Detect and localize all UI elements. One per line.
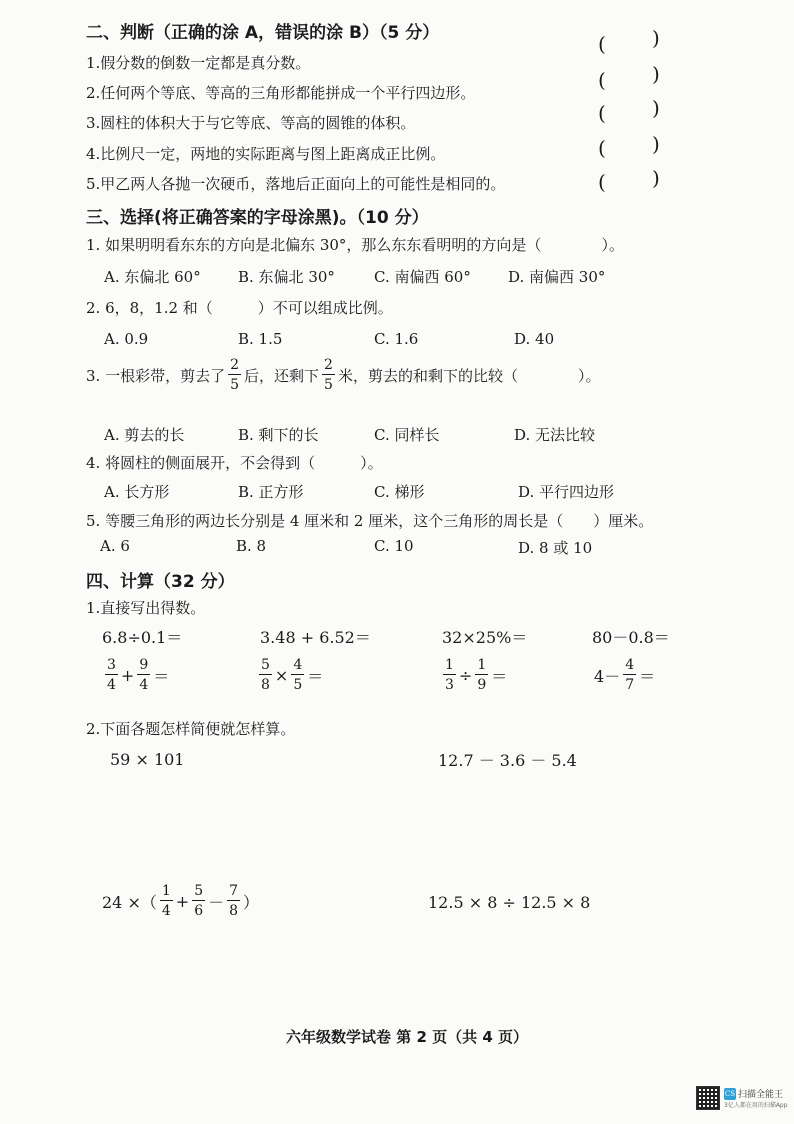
fraction-denominator: 7 [625, 677, 635, 693]
fraction-denominator: 8 [261, 677, 270, 693]
simplify-1: 59 × 101 [110, 750, 185, 769]
simplify-2: 12.7 － 3.6 － 5.4 [438, 751, 577, 770]
q5-option-b: B. 8 [236, 537, 267, 555]
fraction [259, 658, 272, 692]
expr-prefix: 4－ [594, 666, 621, 686]
answer-paren-open: ( [598, 136, 606, 160]
judge-item-3: 3.圆柱的体积大于与它等底、等高的圆锥的体积。 [86, 114, 416, 132]
q1-option-c: C. 南偏西 60° [374, 268, 471, 286]
calc-6 [256, 658, 323, 692]
calc-2: 3.48 + 6.52＝ [260, 628, 371, 647]
fraction [291, 658, 304, 692]
fraction-numerator: 5 [261, 657, 270, 673]
fraction-denominator: 5 [230, 377, 240, 393]
simplify-4: 12.5 × 8 ÷ 12.5 × 8 [428, 893, 591, 912]
calc-5 [102, 658, 169, 692]
calc-1: 6.8÷0.1＝ [102, 628, 183, 647]
simplify-3 [102, 884, 259, 918]
answer-paren-open: ( [598, 101, 606, 125]
section4-title: 四、计算（32 分） [86, 572, 235, 592]
q3-text-mid: 后，还剩下 [244, 366, 320, 385]
calc-7 [440, 658, 507, 692]
fraction-numerator: 7 [229, 883, 239, 899]
q3-fraction-2 [322, 358, 335, 392]
answer-paren-close: ) [652, 62, 660, 86]
fraction-denominator: 8 [229, 903, 239, 919]
choice-q2: 2. 6，8，1.2 和（ ）不可以组成比例。 [86, 299, 393, 317]
operator: － [208, 892, 225, 912]
judge-item-1: 1.假分数的倒数一定都是真分数。 [86, 54, 311, 72]
fraction-numerator: 4 [625, 657, 635, 673]
qr-code-icon [696, 1086, 720, 1110]
calc-4: 80－0.8＝ [592, 628, 670, 647]
operator: × [274, 665, 289, 685]
fraction-denominator: 4 [161, 903, 171, 919]
q4-option-c: C. 梯形 [374, 483, 425, 501]
q1-option-a: A. 东偏北 60° [104, 268, 201, 286]
fraction-numerator: 5 [194, 883, 204, 899]
q3-option-d: D. 无法比较 [514, 426, 596, 444]
section4-sub2: 2.下面各题怎样简便就怎样算。 [86, 720, 296, 738]
fraction-numerator: 2 [324, 357, 333, 373]
q2-option-a: A. 0.9 [104, 330, 149, 348]
fraction [475, 658, 488, 692]
choice-q5: 5. 等腰三角形的两边长分别是 4 厘米和 2 厘米，这个三角形的周长是（ ）厘米。 [86, 512, 654, 530]
q1-option-b: B. 东偏北 30° [238, 268, 335, 286]
judge-item-4: 4.比例尺一定，两地的实际距离与图上距离成正比例。 [86, 145, 446, 163]
calc-8 [594, 658, 655, 692]
scanner-brand [724, 1087, 788, 1100]
scanner-watermark [696, 1086, 788, 1110]
section2-title: 二、判断（正确的涂 A，错误的涂 B）（5 分） [86, 23, 440, 43]
fraction [227, 884, 240, 918]
q5-option-d: D. 8 或 10 [518, 539, 593, 557]
fraction [105, 658, 118, 692]
fraction [160, 884, 173, 918]
fraction-numerator: 1 [161, 883, 171, 899]
fraction-numerator: 1 [445, 657, 454, 673]
q3-text-pre: 3. 一根彩带，剪去了 [86, 366, 226, 385]
fraction-numerator: 4 [293, 657, 303, 673]
page-footer: 六年级数学试卷 第 2 页（共 4 页） [286, 1028, 528, 1046]
answer-paren-close: ) [652, 166, 660, 190]
equals: ＝ [491, 666, 508, 686]
equals: ＝ [307, 666, 324, 686]
operator: + [120, 665, 135, 685]
fraction-denominator: 6 [194, 903, 204, 919]
fraction [623, 658, 636, 692]
q4-option-b: B. 正方形 [238, 483, 304, 501]
fraction-denominator: 5 [293, 677, 303, 693]
fraction-denominator: 4 [139, 677, 149, 693]
choice-q3 [86, 358, 600, 392]
judge-item-2: 2.任何两个等底、等高的三角形都能拼成一个平行四边形。 [86, 84, 476, 102]
fraction-numerator: 2 [230, 357, 240, 373]
answer-paren-close: ) [652, 26, 660, 50]
section3-title: 三、选择(将正确答案的字母涂黑)。（10 分） [86, 208, 429, 228]
scanner-label-group [724, 1087, 788, 1109]
scanner-label: 扫描全能王 [738, 1090, 784, 1100]
q1-option-d: D. 南偏西 30° [508, 268, 606, 286]
expr-suffix: ） [243, 892, 260, 912]
calc-3: 32×25%＝ [442, 628, 528, 647]
q3-option-a: A. 剪去的长 [104, 426, 185, 444]
judge-item-5: 5.甲乙两人各抛一次硬币，落地后正面向上的可能性是相同的。 [86, 175, 506, 193]
fraction [443, 658, 456, 692]
fraction [137, 658, 150, 692]
q4-option-a: A. 长方形 [104, 483, 170, 501]
answer-paren-close: ) [652, 96, 660, 120]
answer-paren-open: ( [598, 32, 606, 56]
q2-option-b: B. 1.5 [238, 330, 283, 348]
fraction-denominator: 5 [324, 377, 333, 393]
q3-option-c: C. 同样长 [374, 426, 440, 444]
answer-paren-open: ( [598, 170, 606, 194]
answer-paren-open: ( [598, 68, 606, 92]
operator: + [175, 891, 190, 911]
choice-q4: 4. 将圆柱的侧面展开，不会得到（ ）。 [86, 454, 383, 472]
q5-option-c: C. 10 [374, 537, 414, 555]
operator: ÷ [458, 665, 473, 685]
q3-option-b: B. 剩下的长 [238, 426, 319, 444]
camscanner-icon: CS [724, 1089, 736, 1098]
q2-option-c: C. 1.6 [374, 330, 419, 348]
section4-sub1: 1.直接写出得数。 [86, 599, 206, 617]
fraction-numerator: 3 [107, 657, 116, 673]
fraction-numerator: 1 [477, 657, 487, 673]
answer-paren-close: ) [652, 132, 660, 156]
fraction [192, 884, 205, 918]
expr-prefix: 24 ×（ [102, 892, 157, 912]
fraction-denominator: 3 [445, 677, 454, 693]
fraction-numerator: 9 [139, 657, 149, 673]
scanner-sub: 3亿人都在用的扫描App [724, 1102, 788, 1109]
q2-option-d: D. 40 [514, 330, 555, 348]
equals: ＝ [153, 666, 170, 686]
equals: ＝ [639, 666, 656, 686]
q3-text-post: 米，剪去的和剩下的比较（ ）。 [337, 366, 601, 385]
q3-fraction-1 [228, 358, 241, 392]
choice-q1: 1. 如果明明看东东的方向是北偏东 30°，那么东东看明明的方向是（ ）。 [86, 236, 624, 254]
fraction-denominator: 4 [107, 677, 116, 693]
q5-option-a: A. 6 [100, 537, 130, 555]
fraction-denominator: 9 [477, 677, 487, 693]
q4-option-d: D. 平行四边形 [518, 483, 615, 501]
